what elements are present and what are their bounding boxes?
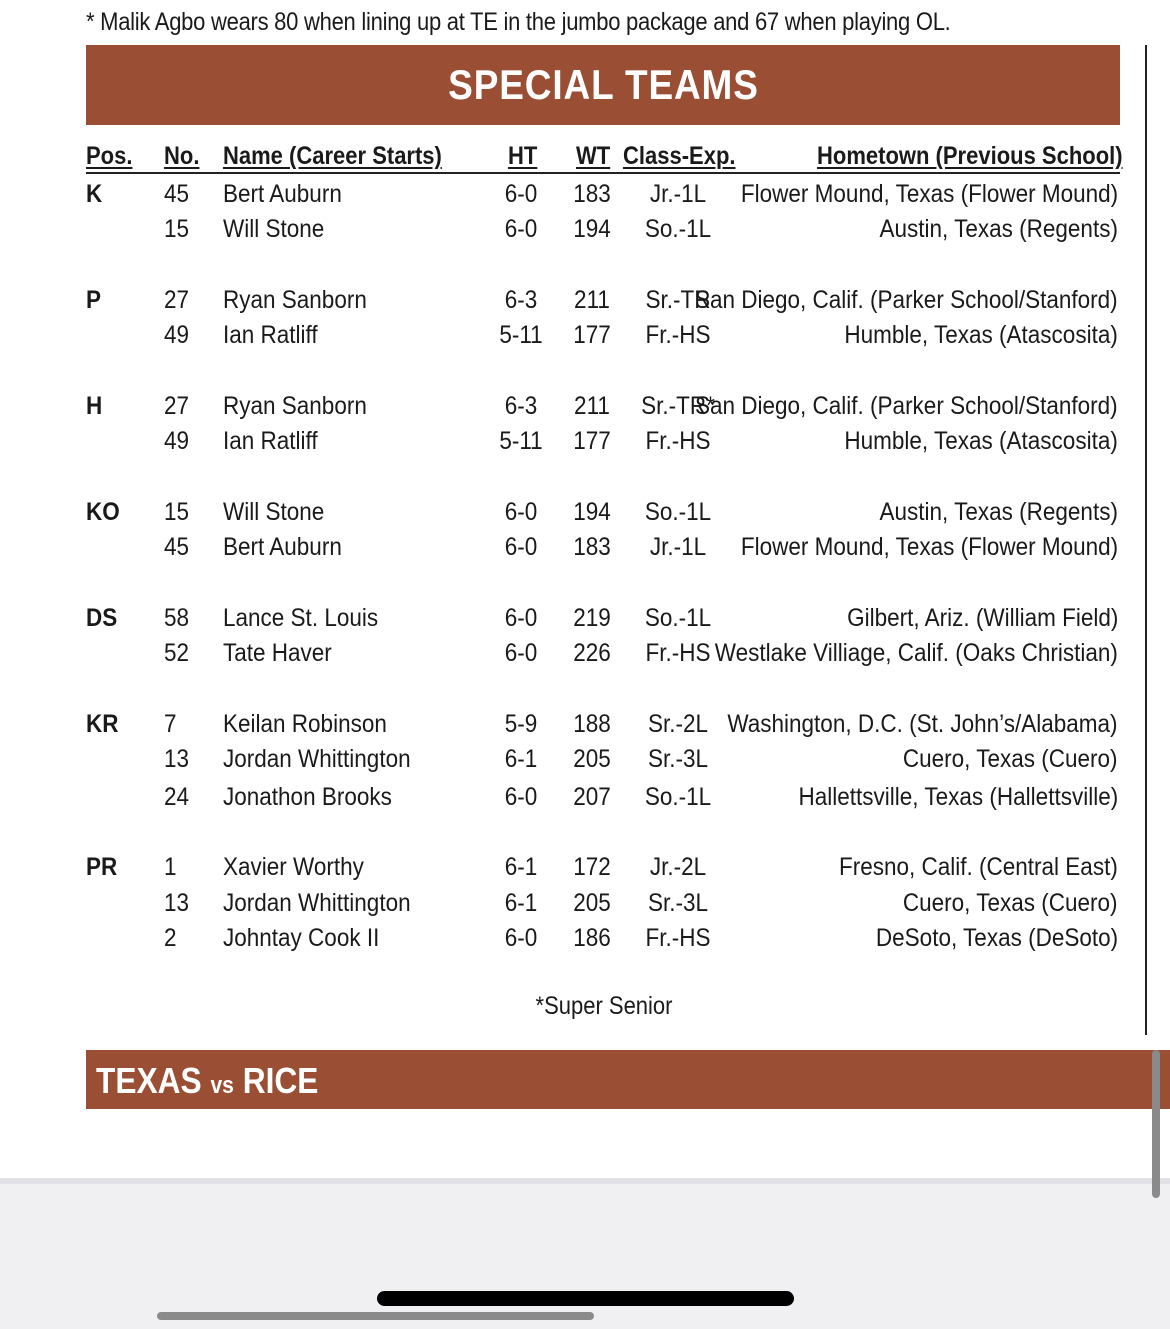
section-banner bbox=[86, 45, 1120, 125]
cell-wt: 183 bbox=[573, 533, 611, 561]
cell-name: Bert Auburn bbox=[223, 180, 342, 208]
cell-name: Will Stone bbox=[223, 498, 325, 526]
cell-class: So.-1L bbox=[644, 498, 712, 526]
cell-name: Ryan Sanborn bbox=[223, 392, 367, 420]
cell-no: 13 bbox=[164, 889, 190, 917]
position-label: K bbox=[86, 180, 103, 208]
position-label: KO bbox=[86, 498, 120, 526]
header-class: Class-Exp. bbox=[623, 142, 736, 170]
game-title bbox=[96, 1060, 318, 1102]
cell-hometown: San Diego, Calif. (Parker School/Stanford) bbox=[695, 392, 1118, 420]
cell-wt: 183 bbox=[573, 180, 611, 208]
cell-ht: 5-11 bbox=[499, 321, 543, 349]
cell-class: Sr.-2L bbox=[647, 710, 709, 738]
team-home: TEXAS bbox=[96, 1060, 202, 1101]
cell-no: 52 bbox=[164, 639, 190, 667]
cell-no: 45 bbox=[164, 180, 190, 208]
cell-wt: 177 bbox=[573, 321, 611, 349]
cell-hometown: Austin, Texas (Regents) bbox=[879, 215, 1118, 243]
cell-wt: 211 bbox=[574, 392, 610, 420]
cell-name: Jordan Whittington bbox=[223, 889, 411, 917]
cell-class: Jr.-1L bbox=[649, 180, 707, 208]
cell-no: 7 bbox=[164, 710, 177, 738]
cell-name: Tate Haver bbox=[223, 639, 332, 667]
cell-name: Keilan Robinson bbox=[223, 710, 387, 738]
cell-ht: 6-0 bbox=[504, 533, 538, 561]
cell-name: Ian Ratliff bbox=[223, 321, 318, 349]
cell-class: Fr.-HS bbox=[645, 639, 711, 667]
cell-wt: 172 bbox=[573, 853, 611, 881]
cell-name: Will Stone bbox=[223, 215, 325, 243]
cell-class: Fr.-HS bbox=[645, 321, 711, 349]
cell-hometown: Fresno, Calif. (Central East) bbox=[839, 853, 1118, 881]
cell-ht: 6-3 bbox=[504, 286, 538, 314]
cell-ht: 5-11 bbox=[499, 427, 543, 455]
cell-wt: 205 bbox=[573, 745, 611, 773]
cell-wt: 211 bbox=[574, 286, 610, 314]
game-title-bar bbox=[86, 1050, 1170, 1109]
cell-no: 45 bbox=[164, 533, 190, 561]
cell-class: Sr.-3L bbox=[647, 889, 709, 917]
position-label: H bbox=[86, 392, 103, 420]
header-ht: HT bbox=[508, 142, 538, 170]
cell-hometown: Gilbert, Ariz. (William Field) bbox=[846, 604, 1118, 632]
cell-hometown: Cuero, Texas (Cuero) bbox=[903, 889, 1118, 917]
cell-ht: 6-3 bbox=[504, 392, 538, 420]
home-indicator[interactable] bbox=[377, 1291, 794, 1306]
cell-name: Lance St. Louis bbox=[223, 604, 379, 632]
cell-hometown: Austin, Texas (Regents) bbox=[879, 498, 1118, 526]
cell-class: Sr.-TR bbox=[645, 286, 711, 314]
cell-hometown: DeSoto, Texas (DeSoto) bbox=[875, 924, 1118, 952]
cell-wt: 186 bbox=[573, 924, 611, 952]
cell-class: Fr.-HS bbox=[645, 924, 711, 952]
viewer-background bbox=[0, 1178, 1170, 1329]
super-senior-note: *Super Senior bbox=[535, 992, 673, 1020]
header-no: No. bbox=[164, 142, 200, 170]
cell-ht: 6-0 bbox=[504, 604, 538, 632]
cell-class: Sr.-3L bbox=[647, 745, 709, 773]
cell-hometown: Washington, D.C. (St. John’s/Alabama) bbox=[727, 710, 1118, 738]
cell-no: 15 bbox=[164, 498, 190, 526]
versus-label: vs bbox=[210, 1072, 234, 1099]
position-label: KR bbox=[86, 710, 119, 738]
cell-name: Johntay Cook II bbox=[223, 924, 380, 952]
cell-hometown: Hallettsville, Texas (Hallettsville) bbox=[798, 783, 1118, 811]
cell-wt: 219 bbox=[573, 604, 611, 632]
cell-name: Ryan Sanborn bbox=[223, 286, 367, 314]
cell-no: 27 bbox=[164, 392, 190, 420]
cell-wt: 205 bbox=[573, 889, 611, 917]
header-pos: Pos. bbox=[86, 142, 133, 170]
cell-wt: 226 bbox=[573, 639, 611, 667]
cell-name: Bert Auburn bbox=[223, 533, 342, 561]
position-label: DS bbox=[86, 604, 118, 632]
section-title: SPECIAL TEAMS bbox=[447, 61, 759, 108]
cell-wt: 177 bbox=[573, 427, 611, 455]
header-name: Name (Career Starts) bbox=[223, 142, 442, 170]
cell-no: 2 bbox=[164, 924, 177, 952]
cell-no: 58 bbox=[164, 604, 190, 632]
cell-class: Jr.-2L bbox=[649, 853, 707, 881]
page-shadow bbox=[0, 1178, 1170, 1184]
team-away: RICE bbox=[242, 1060, 319, 1101]
cell-hometown: Humble, Texas (Atascosita) bbox=[844, 427, 1118, 455]
cell-ht: 6-0 bbox=[504, 639, 538, 667]
cell-class: So.-1L bbox=[644, 783, 712, 811]
cell-no: 15 bbox=[164, 215, 190, 243]
cell-ht: 6-0 bbox=[504, 215, 538, 243]
cell-class: Sr.-TR* bbox=[641, 392, 715, 420]
cell-no: 13 bbox=[164, 745, 190, 773]
cell-ht: 6-1 bbox=[504, 853, 538, 881]
vertical-scrollbar[interactable] bbox=[1152, 1050, 1160, 1198]
cell-name: Ian Ratliff bbox=[223, 427, 318, 455]
cell-ht: 6-0 bbox=[504, 924, 538, 952]
header-wt: WT bbox=[576, 142, 611, 170]
cell-class: Jr.-1L bbox=[649, 533, 707, 561]
cell-ht: 6-0 bbox=[504, 498, 538, 526]
page-edge-rule bbox=[1145, 45, 1147, 1035]
cell-wt: 194 bbox=[573, 498, 611, 526]
cell-wt: 207 bbox=[573, 783, 611, 811]
cell-wt: 188 bbox=[573, 710, 611, 738]
cell-hometown: San Diego, Calif. (Parker School/Stanford) bbox=[695, 286, 1118, 314]
cell-ht: 6-1 bbox=[504, 745, 538, 773]
position-label: PR bbox=[86, 853, 118, 881]
cell-hometown: Westlake Villiage, Calif. (Oaks Christian) bbox=[714, 639, 1118, 667]
header-divider bbox=[86, 172, 1120, 174]
cell-hometown: Humble, Texas (Atascosita) bbox=[844, 321, 1118, 349]
cell-no: 49 bbox=[164, 321, 190, 349]
cell-hometown: Flower Mound, Texas (Flower Mound) bbox=[740, 180, 1118, 208]
cell-ht: 6-0 bbox=[504, 180, 538, 208]
cell-no: 49 bbox=[164, 427, 190, 455]
cell-no: 1 bbox=[164, 853, 177, 881]
cell-class: So.-1L bbox=[644, 604, 712, 632]
horizontal-scrollbar[interactable] bbox=[157, 1312, 594, 1320]
cell-name: Xavier Worthy bbox=[223, 853, 364, 881]
cell-ht: 6-1 bbox=[504, 889, 538, 917]
cell-no: 24 bbox=[164, 783, 190, 811]
cell-name: Jonathon Brooks bbox=[223, 783, 392, 811]
top-footnote: * Malik Agbo wears 80 when lining up at TE in the jumbo package and 67 when playing OL. bbox=[86, 8, 951, 36]
cell-hometown: Flower Mound, Texas (Flower Mound) bbox=[740, 533, 1118, 561]
cell-name: Jordan Whittington bbox=[223, 745, 411, 773]
cell-ht: 6-0 bbox=[504, 783, 538, 811]
cell-class: So.-1L bbox=[644, 215, 712, 243]
position-label: P bbox=[86, 286, 102, 314]
cell-class: Fr.-HS bbox=[645, 427, 711, 455]
cell-no: 27 bbox=[164, 286, 190, 314]
cell-hometown: Cuero, Texas (Cuero) bbox=[903, 745, 1118, 773]
cell-wt: 194 bbox=[573, 215, 611, 243]
header-hometown: Hometown (Previous School) bbox=[817, 142, 1123, 170]
cell-ht: 5-9 bbox=[504, 710, 538, 738]
